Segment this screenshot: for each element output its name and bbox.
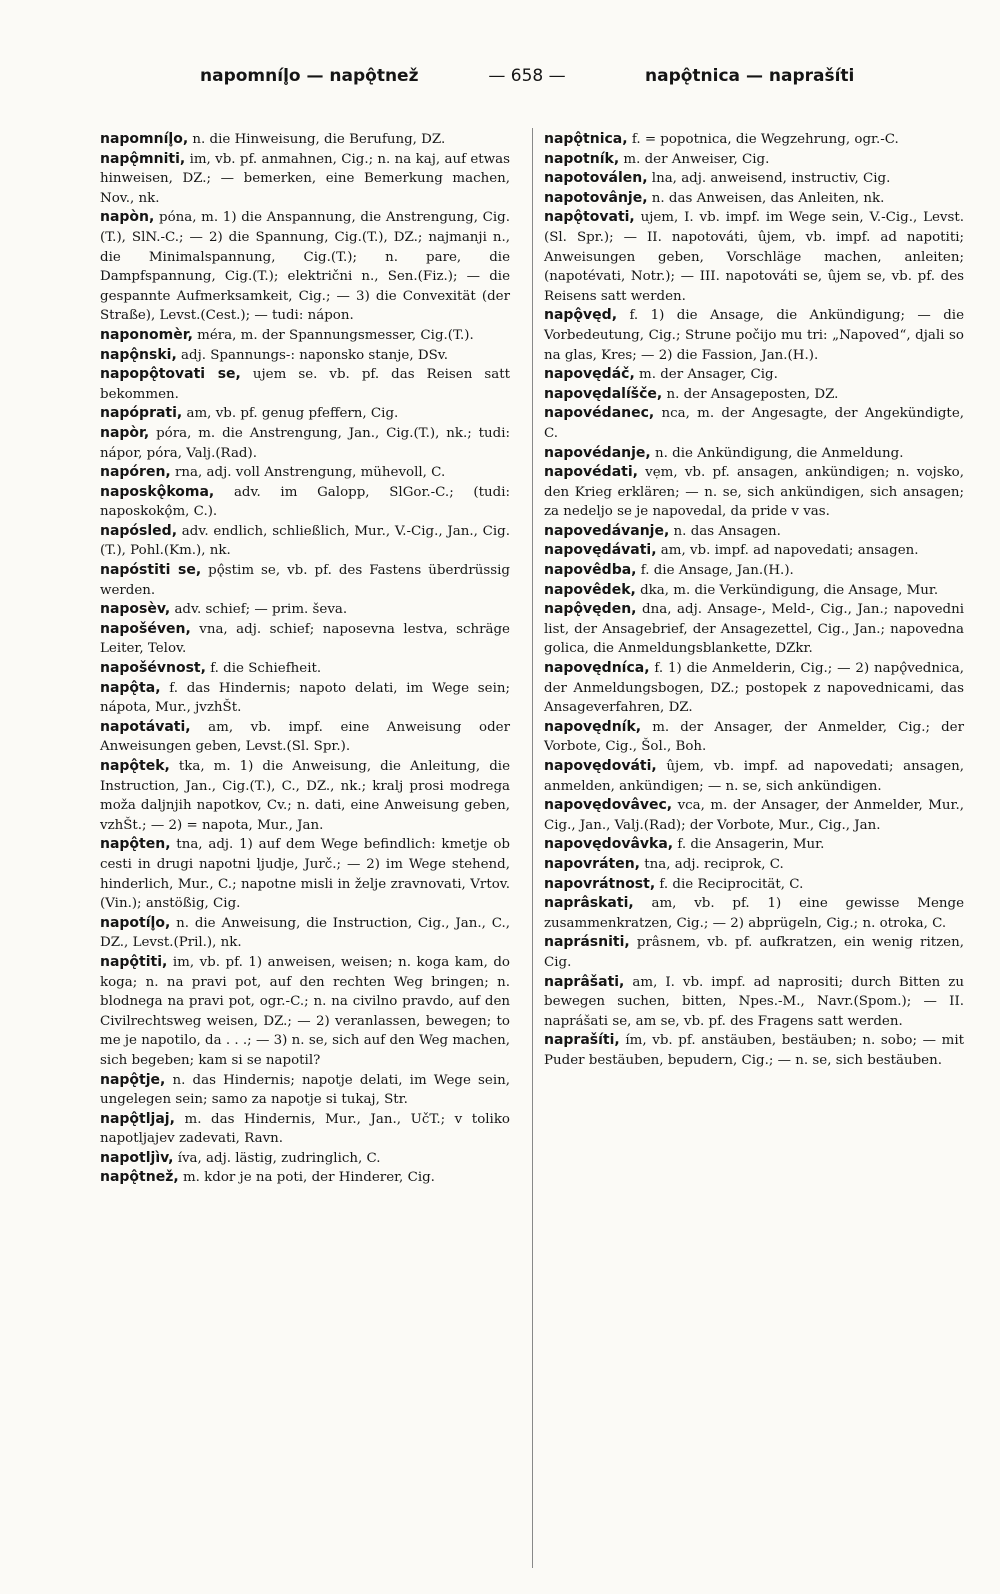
dictionary-entry — [544, 208, 964, 306]
entry-headword: napotíl̥o, — [100, 914, 171, 931]
entry-headword: napovędováti, — [544, 758, 657, 774]
dictionary-entry — [544, 659, 964, 718]
dictionary-entry — [544, 835, 964, 855]
entry-headword: naprásniti, — [544, 934, 630, 951]
entry-definition: f. die Schiefheit. — [205, 661, 322, 677]
dictionary-entry — [100, 404, 510, 424]
entry-definition: adv. endlich, schließlich, Mur., V.-Cig., Jan., Cig.(T.), Pohl.(Km.), nk. — [100, 523, 510, 559]
dictionary-entry — [100, 463, 510, 483]
entry-definition: am, I. vb. impf. ad naprositi; durch Bitten zu bewegen suchen, bitten, Npes.-M., Navr.(Spom.); — II. naprášati se, am se, vb. pf. des Fragens satt werden. — [544, 974, 964, 1029]
entry-definition: adv. im Galopp, SlGor.-C.; (tudi: naposkokǫ̂m, C.). — [100, 484, 510, 520]
dictionary-entry — [100, 835, 510, 913]
entry-headword: napòn, — [100, 209, 155, 226]
entry-headword: napotávati, — [100, 718, 191, 735]
dictionary-entry — [544, 365, 964, 385]
entry-definition: póra, m. die Anstrengung, Jan., Cig.(T.), nk.; tudi: nápor, póra, Valj.(Rad). — [100, 425, 510, 461]
entry-headword: napovédanec, — [544, 405, 655, 422]
dictionary-entry — [100, 483, 510, 522]
entry-definition: rna, adj. voll Anstrengung, mühevoll, C. — [170, 465, 446, 481]
entry-headword: napǫ̂ta, — [100, 679, 161, 696]
entry-definition: méra, m. der Spannungsmesser, Cig.(T.). — [192, 327, 474, 343]
dictionary-entry — [544, 894, 964, 933]
entry-headword: napovędáč, — [544, 366, 635, 383]
entry-definition: am, vb. impf. eine Anweisung oder Anweisungen geben, Levst.(Sl. Spr.). — [100, 719, 510, 755]
entry-definition: m. der Ansager, Cig. — [634, 367, 778, 383]
entry-definition: m. kdor je na poti, der Hinderer, Cig. — [178, 1170, 435, 1186]
entry-headword: napotovânje, — [544, 189, 648, 206]
entry-headword: napovędovâvec, — [544, 797, 673, 814]
entry-headword: napǫ̂tek, — [100, 758, 170, 774]
entry-headword: napǫ̂vęden, — [544, 601, 637, 618]
dictionary-entry — [544, 561, 964, 581]
entry-headword: naprašíti, — [544, 1032, 620, 1049]
dictionary-entry — [100, 150, 510, 209]
entry-definition: ûjem, vb. impf. ad napovedati; ansagen, anmelden, ankündigen; — n. se, sich ankündigen. — [544, 759, 964, 794]
entry-headword: naposkǫ̂koma, — [100, 483, 215, 500]
entry-headword: napósled, — [100, 522, 178, 539]
entry-headword: napovędalíšče, — [544, 385, 663, 402]
entry-headword: naprâšati, — [544, 973, 625, 990]
entry-definition: im, vb. pf. 1) anweisen, weisen; n. koga kam, do koga; n. na pravi pot, auf den rechten Weg bringen; n. blodnega na pravi pot, ogr.-C.; n. na civilno pravdo, auf den Civilrechtsweg weisen, DZ.; — 2) veranlassen, bewegen; to me je napotilo, da . . .; — 3) n. se, sich auf den Weg machen, sich begeben; kam si se napotil? — [100, 954, 510, 1068]
entry-headword: napošévnost, — [100, 660, 206, 677]
right-column — [544, 130, 964, 1071]
dictionary-entry — [100, 600, 510, 620]
entry-headword: napóstiti se, — [100, 562, 202, 579]
entry-headword: napovędníca, — [544, 660, 650, 677]
entry-headword: napǫ̂tovati, — [544, 209, 635, 226]
entry-definition: ím, vb. pf. anstäuben, bestäuben; n. sobo; — mit Puder bestäuben, bepudern, Cig.; — n. se, sich bestäuben. — [544, 1033, 964, 1068]
entry-headword: napovędovâvka, — [544, 836, 674, 853]
entry-definition: am, vb. pf. genug pfeffern, Cig. — [182, 406, 399, 422]
entry-headword: naposèv, — [100, 601, 171, 618]
dictionary-entry — [544, 973, 964, 1032]
entry-definition: pǫ̂stim se, vb. pf. des Fastens überdrüssig werden. — [100, 563, 510, 598]
entry-headword: napǫ̂mniti, — [100, 150, 186, 167]
entry-headword: napóprati, — [100, 405, 183, 422]
entry-headword: napovêdek, — [544, 581, 636, 598]
entry-headword: napovédanje, — [544, 444, 651, 461]
dictionary-entry — [544, 150, 964, 170]
page-number: — 658 — — [488, 66, 566, 86]
entry-headword: napóren, — [100, 464, 171, 481]
entry-headword: napǫ̂tnica, — [544, 131, 628, 147]
entry-definition: tna, adj. 1) auf dem Wege befindlich: kmetje ob cesti in drugi napotni ljudje, Jurč.; — 2) im Wege stehend, hinderlich, Mur., C.; napotne misli in želje zravnovati, Vrtov.(Vin.); anstößig, Cig. — [100, 837, 510, 912]
entry-definition: nca, m. der Angesagte, der Angekündigte, C. — [544, 406, 964, 441]
entry-definition: f. 1) die Anmelderin, Cig.; — 2) napǫ̂vednica, der Anmeldungsbogen, DZ.; postopek z napovednicami, das Ansageverfahren, DZ. — [544, 661, 964, 716]
dictionary-entry — [544, 444, 964, 464]
entry-definition: tna, adj. reciprok, C. — [640, 856, 784, 872]
entry-definition: íva, adj. lästig, zudringlich, C. — [173, 1150, 381, 1166]
entry-headword: napòr, — [100, 424, 150, 441]
entry-definition: adv. schief; — prim. ševa. — [170, 602, 348, 618]
dictionary-entry — [544, 189, 964, 209]
entry-definition: lna, adj. anweisend, instructiv, Cig. — [647, 171, 891, 187]
dictionary-entry — [100, 561, 510, 600]
entry-definition: m. der Ansager, der Anmelder, Cig.; der Vorbote, Cig., Šol., Boh. — [544, 719, 964, 755]
dictionary-entry — [100, 522, 510, 561]
dictionary-entry — [544, 130, 964, 150]
entry-definition: n. die Anweisung, die Instruction, Cig., Jan., C., DZ., Levst.(Pril.), nk. — [100, 915, 510, 951]
entry-definition: vẹm, vb. pf. ansagen, ankündigen; n. vojsko, den Krieg erklären; — n. se, sich ankündigen, sich ansagen; za nedeljo se je napovedal, da pride v vas. — [544, 465, 964, 520]
entry-definition: f. die Ansagerin, Mur. — [673, 837, 825, 853]
dictionary-entry — [544, 463, 964, 522]
entry-headword: napovrátnost, — [544, 875, 656, 892]
entry-headword: napǫ̂tje, — [100, 1071, 166, 1088]
entry-definition: vca, m. der Ansager, der Anmelder, Mur., Cig., Jan., Valj.(Rad); der Vorbote, Mur., Cig., Jan. — [544, 798, 964, 833]
dictionary-entry — [100, 1168, 510, 1188]
entry-definition: ujem, I. vb. impf. im Wege sein, V.-Cig., Levst.(Sl. Spr.); — II. napotováti, ûjem, vb. impf. ad napotiti; Anweisungen geben, Vorschläge machen, anleiten; (napotévati, Notr.); — III. napotováti se, ûjem se, vb. pf. des Reisens satt werden. — [544, 210, 964, 304]
left-column — [100, 130, 510, 1188]
entry-definition: dka, m. die Verkündigung, die Ansage, Mur. — [635, 582, 939, 598]
dictionary-entry — [100, 208, 510, 326]
dictionary-entry — [544, 600, 964, 659]
entry-headword: napǫ̂nski, — [100, 346, 177, 363]
dictionary-entry — [100, 424, 510, 463]
entry-headword: napovędník, — [544, 718, 642, 735]
entry-headword: napǫ̂tnež, — [100, 1169, 179, 1186]
dictionary-entry — [100, 914, 510, 953]
dictionary-entry — [100, 1071, 510, 1110]
entry-headword: napotoválen, — [544, 170, 648, 187]
header-right-guideword: napǫ̂tnica — naprašíti — [645, 66, 855, 86]
dictionary-entry — [100, 953, 510, 1071]
entry-definition: n. das Hindernis; napotje delati, im Wege sein, ungelegen sein; samo za napotje si tukaj, Str. — [100, 1072, 510, 1108]
entry-headword: napǫ̂tljaj, — [100, 1110, 175, 1127]
entry-definition: m. das Hindernis, Mur., Jan., UčT.; v toliko napotljajev zadevati, Ravn. — [100, 1111, 510, 1147]
dictionary-entry — [544, 1031, 964, 1070]
dictionary-entry — [544, 855, 964, 875]
entry-headword: napotník, — [544, 150, 620, 167]
entry-definition: ujem se. vb. pf. das Reisen satt bekommen. — [100, 367, 511, 402]
entry-headword: napǫ̂titi, — [100, 953, 168, 970]
entry-definition: im, vb. pf. anmahnen, Cig.; n. na kaj, auf etwas hinweisen, DZ.; — bemerken, eine Bemerkung machen, Nov., nk. — [100, 151, 510, 206]
page-header — [0, 66, 1000, 98]
dictionary-entry — [544, 306, 964, 365]
entry-definition: f. 1) die Ansage, die Ankündigung; — die Vorbedeutung, Cig.; Strune počijo mu tri: „Napoved“, djali so na glas, Kres; — 2) die Fassion, Jan.(H.). — [544, 308, 964, 363]
entry-definition: n. der Ansageposten, DZ. — [662, 386, 839, 402]
dictionary-entry — [544, 541, 964, 561]
entry-definition: am, vb. pf. 1) eine gewisse Menge zusammenkratzen, Cig.; — 2) abprügeln, Cig.; n. otroka, C. — [544, 896, 964, 931]
dictionary-entry — [100, 757, 510, 835]
dictionary-entry — [544, 796, 964, 835]
dictionary-entry — [100, 1149, 510, 1169]
entry-definition: adj. Spannungs-: naponsko stanje, DSv. — [176, 347, 448, 363]
dictionary-entry — [100, 130, 510, 150]
dictionary-entry — [544, 169, 964, 189]
entry-headword: napošéven, — [100, 620, 191, 637]
dictionary-entry — [100, 679, 510, 718]
entry-definition: f. = popotnica, die Wegzehrung, ogr.-C. — [627, 132, 899, 147]
entry-headword: napovedávanje, — [544, 522, 670, 539]
dictionary-entry — [100, 365, 510, 404]
dictionary-entry — [544, 933, 964, 972]
entry-headword: napǫ̂vęd, — [544, 307, 618, 324]
dictionary-entry — [544, 522, 964, 542]
entry-headword: napopǫ̂tovati se, — [100, 366, 241, 383]
entry-definition: f. die Ansage, Jan.(H.). — [636, 563, 794, 579]
entry-headword: napotljìv, — [100, 1149, 174, 1166]
dictionary-entry — [100, 620, 510, 659]
dictionary-entry — [544, 581, 964, 601]
entry-headword: napǫ̂ten, — [100, 836, 171, 853]
dictionary-entry — [100, 346, 510, 366]
entry-definition: vna, adj. schief; naposevna lestva, schräge Leiter, Telov. — [100, 621, 510, 657]
entry-definition: n. das Ansagen. — [669, 523, 781, 539]
entry-definition: póna, m. 1) die Anspannung, die Anstrengung, Cig.(T.), SlN.-C.; — 2) die Spannung, Cig.(T.), DZ.; najmanji n., die Minimalspannung, Cig.(T.); n. pare, die Dampfspannung, Cig.(T.); električni n., Sen.(Fiz.); — die gespannte Aufmerksamkeit, Cig.; — 3) die Convexität (der Straße), Levst.(Cest.); — tudi: nápon. — [100, 210, 510, 324]
entry-headword: napovêdba, — [544, 562, 637, 579]
entry-definition: dna, adj. Ansage-, Meld-, Cig., Jan.; napovedni list, der Ansagebrief, der Ansagezettel, Cig., Jan.; napovedna golica, die Anmeldungsblankette, DZkr. — [544, 602, 964, 657]
dictionary-entry — [100, 326, 510, 346]
entry-headword: naprâskati, — [544, 895, 634, 912]
dictionary-entry — [100, 718, 510, 757]
header-left-guideword: napomníl̥o — napǫ̂tnež — [200, 66, 419, 86]
entry-definition: tka, m. 1) die Anweisung, die Anleitung, die Instruction, Jan., Cig.(T.), C., DZ., nk.; kralj prosi modrega moža daljnjih napotkov, Cv.; n. dati, eine Anweisung geben, vzhŠt.; — 2) = napota, Mur., Jan. — [100, 759, 510, 833]
entry-definition: prâsnem, vb. pf. aufkratzen, ein wenig ritzen, Cig. — [544, 935, 964, 970]
entry-headword: napovędávati, — [544, 542, 657, 559]
entry-definition: n. die Hinweisung, die Berufung, DZ. — [188, 132, 446, 147]
entry-headword: napovráten, — [544, 855, 641, 872]
dictionary-entry — [544, 404, 964, 443]
entry-definition: f. die Reciprocität, C. — [655, 876, 804, 892]
entry-definition: am, vb. impf. ad napovedati; ansagen. — [656, 543, 919, 559]
dictionary-entry — [544, 385, 964, 405]
entry-definition: n. die Ankündigung, die Anmeldung. — [650, 445, 904, 461]
entry-definition: n. das Anweisen, das Anleiten, nk. — [647, 190, 885, 206]
entry-definition: m. der Anweiser, Cig. — [619, 151, 770, 167]
entry-definition: f. das Hindernis; napoto delati, im Wege sein; nápota, Mur., jvzhŠt. — [100, 680, 510, 716]
dictionary-entry — [100, 1110, 510, 1149]
entry-headword: napovédati, — [544, 464, 638, 481]
entry-headword: naponomèr, — [100, 326, 193, 343]
dictionary-entry — [100, 659, 510, 679]
entry-headword: napomníl̥o, — [100, 131, 189, 147]
column-divider — [532, 128, 533, 1568]
dictionary-entry — [544, 757, 964, 796]
dictionary-entry — [544, 718, 964, 757]
dictionary-entry — [544, 875, 964, 895]
